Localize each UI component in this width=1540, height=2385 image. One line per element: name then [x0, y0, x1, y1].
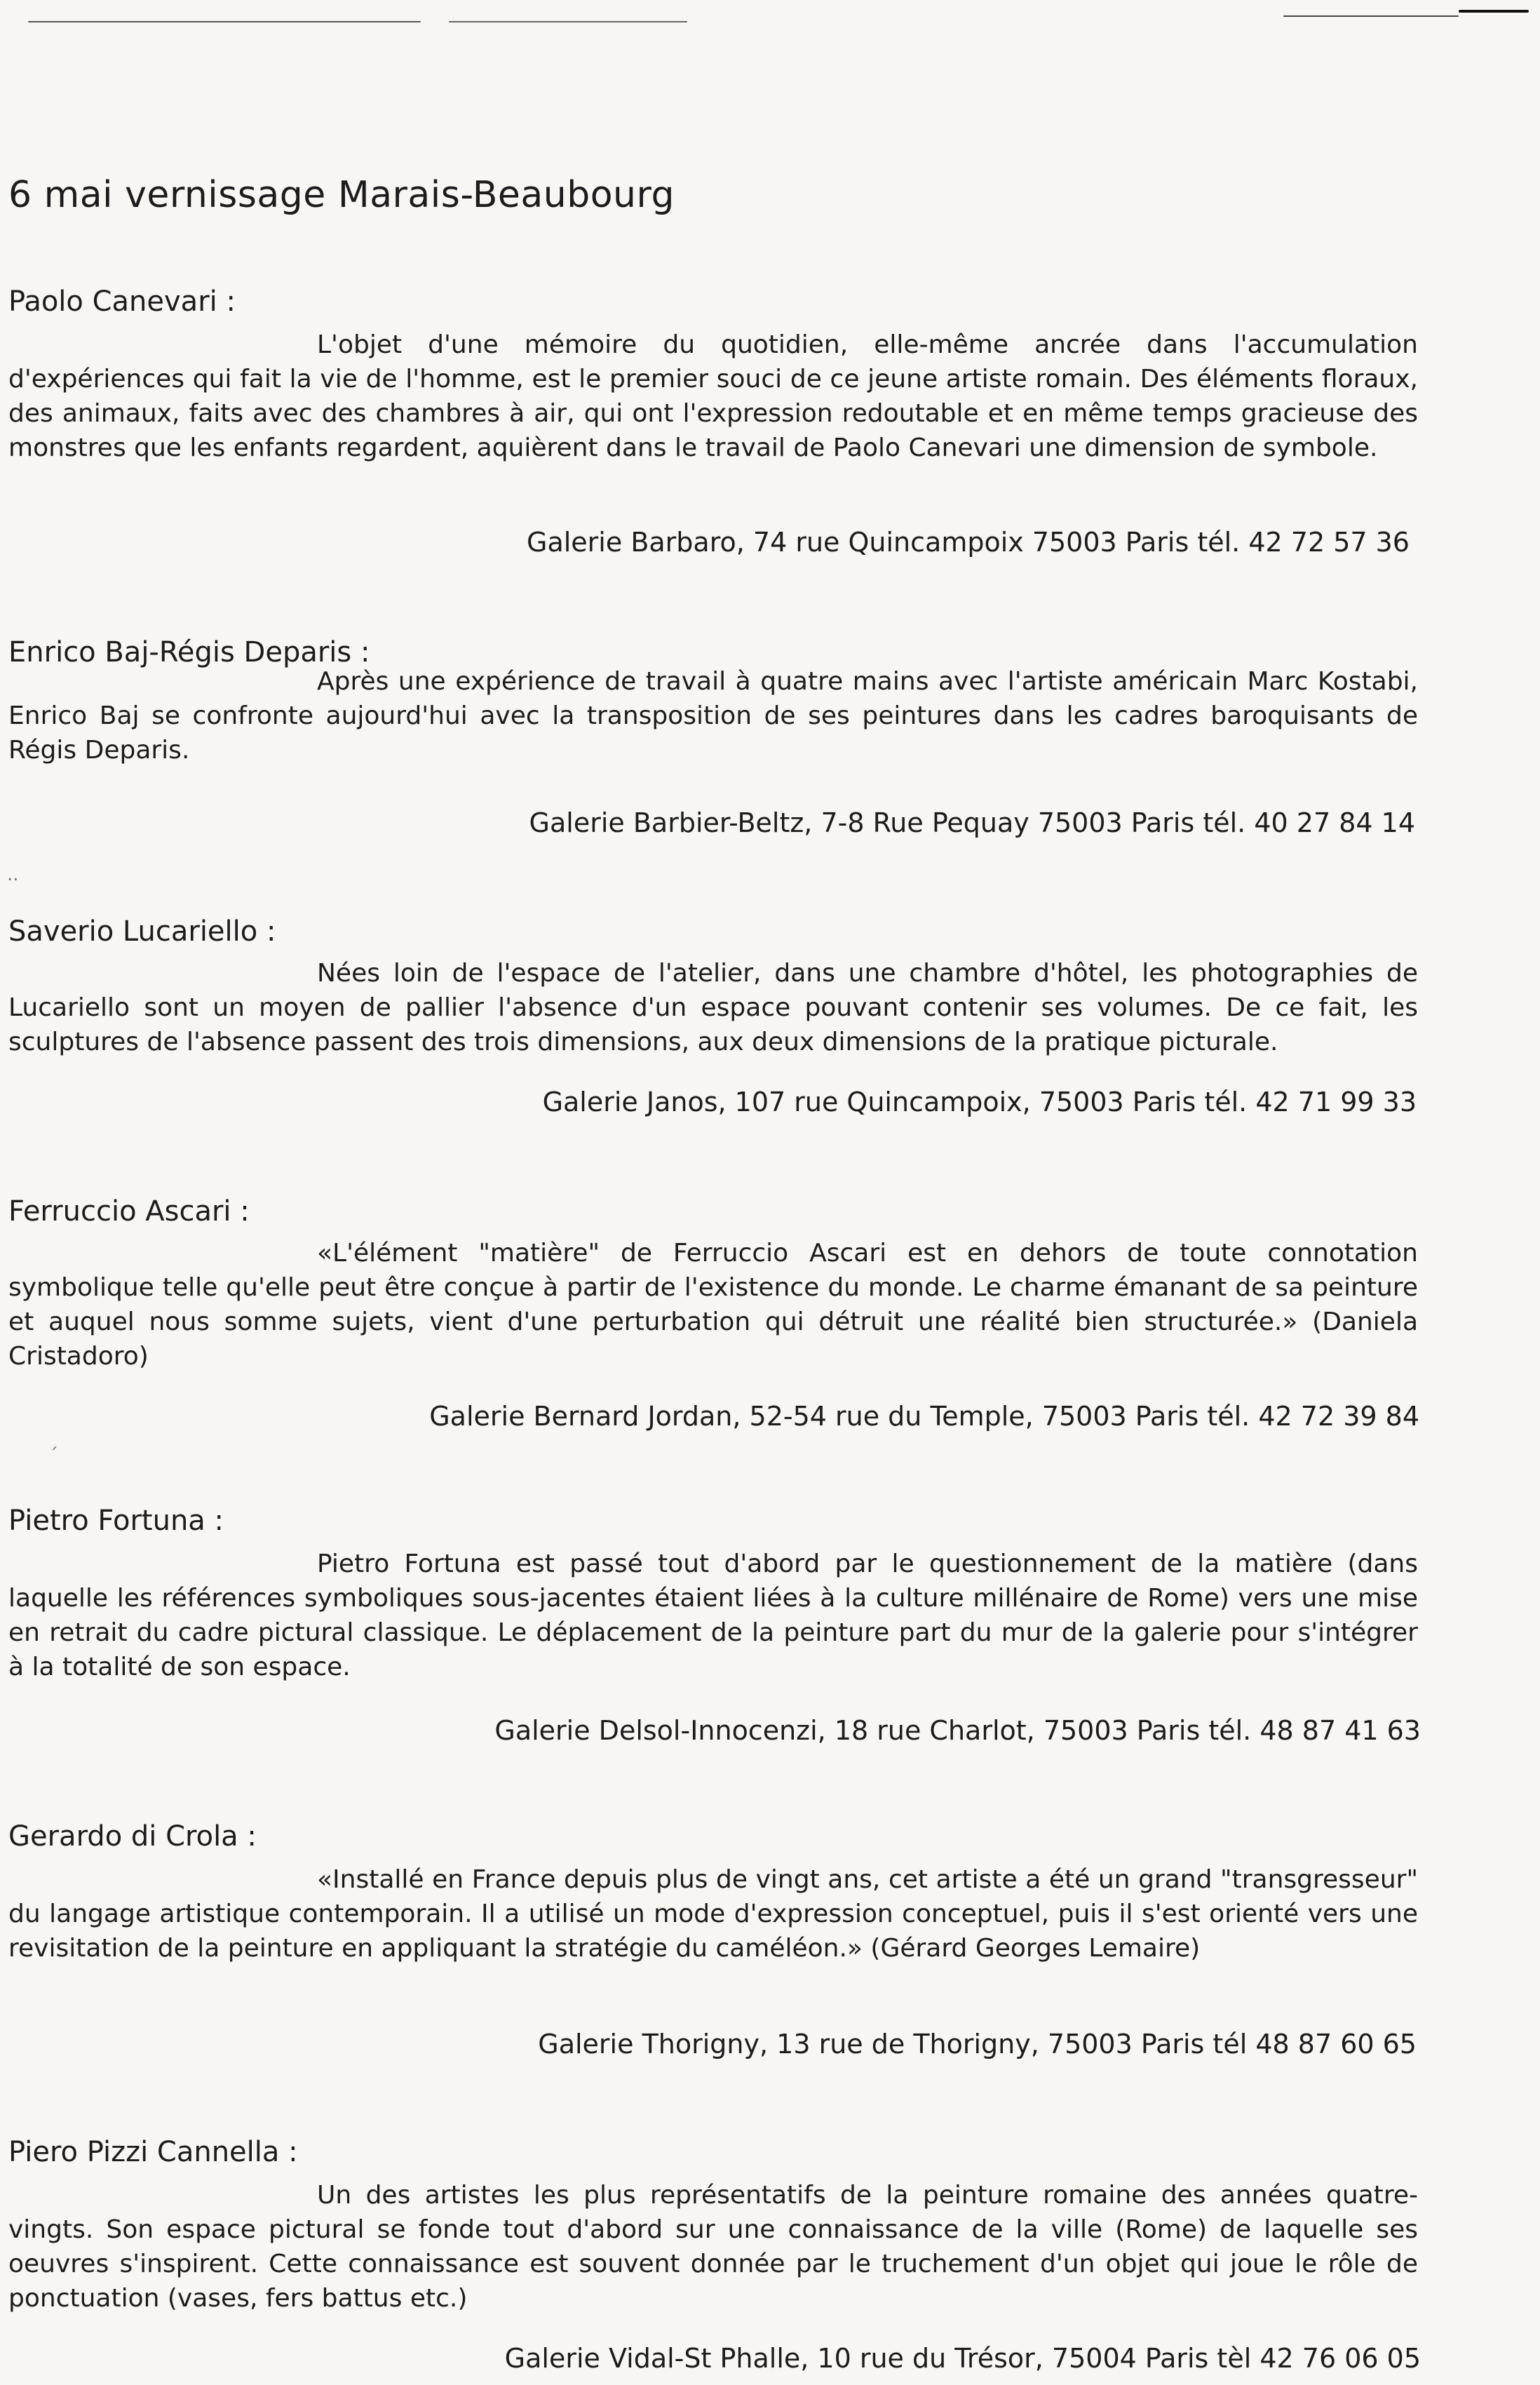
artist-name: Piero Pizzi Cannella :: [8, 2136, 298, 2168]
artist-description: L'objet d'une mémoire du quotidien, elle-même ancrée dans l'accumulation d'expériences qui fait la vie de l'homme, est le premier souci de ce jeune artiste romain. Des éléments floraux, des animaux, faits avec des chambres à air, qui ont l'expression redoutable et en même temps gracieuse des monstres que les enfants regardent, aquièrent dans le travail de Paolo Canevari une dimension de symbole.: [8, 330, 1418, 462]
scan-speck: ..: [7, 864, 19, 885]
artist-name: Enrico Baj-Régis Deparis :: [8, 636, 370, 669]
artist-name: Ferruccio Ascari :: [8, 1195, 250, 1228]
entry-pietro-fortuna: [8, 1503, 1418, 1684]
page-title: 6 mai vernissage Marais-Beaubourg: [8, 174, 675, 216]
entry-enrico-baj: [8, 635, 1418, 767]
artist-name: Saverio Lucariello :: [8, 915, 276, 948]
entry-saverio-lucariello: [8, 914, 1418, 1059]
artist-name: Pietro Fortuna :: [8, 1505, 224, 1537]
gallery-address: Galerie Vidal-St Phalle, 10 rue du Trésor, 75004 Paris tèl 42 76 06 05: [504, 2343, 1421, 2374]
entry-piero-pizzi-cannella: [8, 2135, 1418, 2316]
gallery-address: Galerie Janos, 107 rue Quincampoix, 75003 Paris tél. 42 71 99 33: [542, 1087, 1417, 1117]
entry-paolo-canevari: [8, 284, 1418, 465]
scan-edge-line: [1283, 15, 1459, 17]
scan-speck: ´: [49, 1445, 58, 1466]
scan-edge-line: [1459, 10, 1529, 13]
gallery-address: Galerie Barbaro, 74 rue Quincampoix 75003 Paris tél. 42 72 57 36: [527, 527, 1410, 558]
artist-name: Paolo Canevari :: [8, 285, 236, 318]
artist-description: «L'élément "matière" de Ferruccio Ascari est en dehors de toute connotation symbolique telle qu'elle peut être conçue à partir de l'existence du monde. Le charme émanant de sa peinture et auquel nous somme sujets, vient d'une perturbation qui détruit une réalité bien structurée.» (Daniela Cristadoro): [8, 1239, 1418, 1371]
gallery-address: Galerie Bernard Jordan, 52-54 rue du Temple, 75003 Paris tél. 42 72 39 84: [429, 1401, 1419, 1432]
entry-gerardo-di-crola: [8, 1819, 1418, 1966]
entry-ferruccio-ascari: [8, 1194, 1418, 1373]
gallery-address: Galerie Delsol-Innocenzi, 18 rue Charlot, 75003 Paris tél. 48 87 41 63: [494, 1715, 1421, 1746]
scan-edge-line: [28, 21, 421, 22]
artist-description: Pietro Fortuna est passé tout d'abord par le questionnement de la matière (dans laquelle les références symboliques sous-jacentes étaient liées à la culture millénaire de Rome) vers une mise en retrait du cadre pictural classique. Le déplacement de la peinture part du mur de la galerie pour s'intégrer à la totalité de son espace.: [8, 1550, 1418, 1681]
gallery-address: Galerie Thorigny, 13 rue de Thorigny, 75003 Paris tél 48 87 60 65: [538, 2029, 1417, 2060]
artist-description: Après une expérience de travail à quatre mains avec l'artiste américain Marc Kostabi, Enrico Baj se confronte aujourd'hui avec la transposition de ses peintures dans les cadres baroquisants de Régis Deparis.: [8, 667, 1418, 765]
scan-edge-line: [449, 21, 687, 22]
gallery-address: Galerie Barbier-Beltz, 7-8 Rue Pequay 75003 Paris tél. 40 27 84 14: [529, 807, 1415, 838]
artist-description: Nées loin de l'espace de l'atelier, dans une chambre d'hôtel, les photographies de Lucariello sont un moyen de pallier l'absence d'un espace pouvant contenir ses volumes. De ce fait, les sculptures de l'absence passent des trois dimensions, aux deux dimensions de la pratique picturale.: [8, 959, 1418, 1056]
artist-description: «Installé en France depuis plus de vingt ans, cet artiste a été un grand "transgresseur" du langage artistique contemporain. Il a utilisé un mode d'expression conceptuel, puis il s'est orienté vers une revisitation de la peinture en appliquant la stratégie du caméléon.» (Gérard Georges Lemaire): [8, 1865, 1418, 1963]
artist-name: Gerardo di Crola :: [8, 1820, 257, 1853]
artist-description: Un des artistes les plus représentatifs de la peinture romaine des années quatre-vingts. Son espace pictural se fonde tout d'abord sur une connaissance de la ville (Rome) de laquelle ses oeuvres s'inspirent. Cette connaissance est souvent donnée par le truchement d'un objet qui joue le rôle de ponctuation (vases, fers battus etc.): [8, 2181, 1418, 2313]
